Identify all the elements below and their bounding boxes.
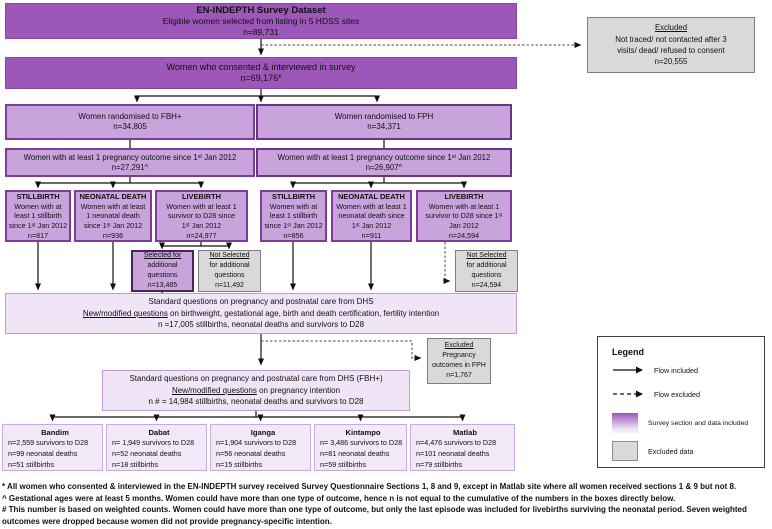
stillbirth-fbh-title: STILLBIRTH [16, 191, 60, 201]
box-not-selected-fbh [198, 250, 261, 292]
livebirth-fbh-title: LIVEBIRTH [181, 191, 221, 201]
preg-fph-line: Women with at least 1 pregnancy outcome since 1ˢᵗ Jan 2012 [277, 153, 491, 162]
livebirth-fph-n: n=24,594 [448, 230, 480, 240]
neonatal-fbh-title: NEONATAL DEATH [79, 191, 147, 201]
selected-n: n=13,485 [147, 281, 178, 289]
not-selected-fph-line: questions [471, 272, 502, 279]
site-matlab-name: Matlab [452, 428, 478, 437]
site-dabat-line: n= 1,949 survivors to D28 [112, 438, 195, 448]
site-kintampo-line: n=81 neonatal deaths [320, 449, 390, 459]
site-iganga-line: n=1,904 survivors to D28 [216, 438, 297, 448]
site-dabat-line: n=52 neonatal deaths [112, 449, 182, 459]
not-selected-fbh-title: Not Selected [209, 252, 250, 260]
stillbirth-fbh-line: since 1ˢᵗ Jan 2012 [8, 221, 68, 230]
site-bandim-line: n=51 stillbirths [8, 459, 55, 469]
stillbirth-fbh-line: least 1 stillbirth [14, 211, 62, 221]
site-kintampo-line: n=59 stillbirths [320, 459, 367, 469]
footnote-weighted-cont: outcomes were dropped because women did not provide pregnancy-specific intention. [2, 516, 332, 526]
neonatal-fph-n: n=911 [361, 230, 382, 240]
legend-survey-included-label: Survey section and data included [648, 419, 749, 427]
not-selected-fph-line: for additional [466, 262, 507, 270]
excluded-title: Excluded [654, 23, 688, 33]
excluded-line: visits/ dead/ refused to consent [617, 46, 725, 55]
site-bandim-line: n=2,559 survivors to D28 [8, 438, 89, 448]
dhs-fbh-n: n # = 14,984 stillbirths, neonatal deaths and survivors to D28 [148, 397, 364, 407]
dhs-fbh-new-modified: New/modified questions [171, 385, 257, 395]
stillbirth-fph-line: since 1ˢᵗ Jan 2012 [264, 221, 323, 230]
livebirth-fbh-line: 1ˢᵗ Jan 2012 [181, 221, 222, 230]
neonatal-fph-line: 1ˢᵗ Jan 2012 [351, 221, 392, 230]
neonatal-fbh-line: since 1ˢᵗ Jan 2012 [83, 221, 143, 230]
site-iganga-line: n=56 neonatal deaths [216, 449, 286, 459]
box-livebirth-fph [416, 190, 512, 242]
footnote-gestational: ^ Gestational ages were at least 5 months. Women could have more than one type of outcome, hence n is not equal to the cumulative of the numbers in the boxes directly below. [2, 493, 676, 503]
box-neonatal-fph [331, 190, 412, 242]
box-site-matlab [410, 424, 515, 471]
box-neonatal-fbh [74, 190, 152, 242]
box-dhs-fbh-questions [102, 370, 410, 411]
dhs-fbh-line1: Standard questions on pregnancy and postnatal care from DHS (FBH+) [129, 374, 383, 384]
box-survey-dataset [5, 3, 517, 39]
survey-dataset-title: EN-INDEPTH Survey Dataset [196, 4, 326, 16]
legend-dashed-arrow-icon [612, 389, 644, 399]
stillbirth-fbh-line: Women with at [14, 201, 62, 211]
not-selected-fbh-n: n=11,492 [215, 281, 244, 289]
site-bandim-name: Bandim [41, 428, 69, 437]
neonatal-fph-title: NEONATAL DEATH [338, 191, 405, 201]
stillbirth-fph-line: Women with at [269, 201, 318, 211]
box-livebirth-fbh [155, 190, 248, 242]
selected-title: Selected for [143, 252, 182, 260]
legend-grey-swatch [612, 441, 638, 461]
excluded-fph-title: Excluded [444, 342, 474, 350]
not-selected-fph-title: Not Selected [466, 252, 507, 260]
site-matlab-line: n=101 neonatal deaths [416, 449, 490, 459]
stillbirth-fph-n: n=856 [283, 230, 304, 240]
livebirth-fbh-line: Women with at least 1 [166, 201, 237, 211]
dhs-all-line2 [6, 308, 516, 320]
box-excluded-fph-outcomes [427, 338, 491, 384]
excluded-fph-n: n=1,767 [446, 371, 472, 379]
consented-line: Women who consented & interviewed in survey [166, 62, 356, 73]
livebirth-fph-line: Jan 2012 [449, 221, 479, 230]
selected-line: additional [147, 262, 178, 270]
survey-dataset-desc: Eligible women selected from listing in 5 HDSS sites [162, 16, 360, 27]
stillbirth-fph-line: least 1 stillbirth [269, 211, 318, 221]
survey-dataset-n: n=89,731 [243, 26, 279, 37]
box-site-kintampo [314, 424, 407, 471]
neonatal-fbh-line: Women with at least [80, 201, 146, 211]
site-dabat-line: n=18 stillbirths [112, 459, 159, 469]
not-selected-fbh-line: for additional [209, 262, 250, 270]
dhs-fbh-line2-rest: on pregnancy intention [256, 385, 341, 395]
box-site-dabat [106, 424, 207, 471]
box-pregnancy-fph [256, 148, 512, 177]
box-not-selected-fph [455, 250, 518, 292]
footnote-sections: * All women who consented & interviewed in the EN-INDEPTH survey received Survey Questionnaire Sections 1, 8 and 9, except in Matlab site where all women received sections 1 & 9 but not 8. [2, 482, 737, 491]
legend-excluded-data-label: Excluded data [648, 446, 694, 456]
preg-fbh-line: Women with at least 1 pregnancy outcome since 1ˢᵗ Jan 2012 [23, 153, 237, 162]
excluded-fph-line: outcomes in FPH [432, 362, 486, 369]
excluded-fph-line: Pregnancy [442, 352, 476, 360]
stillbirth-fbh-n: n=817 [27, 230, 49, 240]
box-dhs-standard-questions [5, 293, 517, 334]
box-consented [5, 57, 517, 89]
box-site-iganga [210, 424, 311, 471]
livebirth-fbh-line: survivor to D28 since [167, 211, 236, 221]
preg-fbh-n: n=27,291^ [111, 162, 149, 172]
footnotes [2, 481, 772, 527]
box-site-bandim [2, 424, 103, 471]
neonatal-fph-line: Women with at least 1 [336, 201, 407, 211]
dhs-all-line1: Standard questions on pregnancy and postnatal care from DHS [148, 297, 374, 307]
preg-fph-n: n=26,907^ [365, 162, 403, 172]
legend-solid-arrow-icon [612, 365, 644, 375]
box-randomised-fbh [5, 104, 255, 140]
dhs-fbh-line2 [103, 385, 409, 397]
site-matlab-line: n=79 stillbirths [416, 459, 463, 469]
livebirth-fbh-n: n=24,977 [186, 230, 217, 240]
box-stillbirth-fph [260, 190, 327, 242]
fbh-line: Women randomised to FBH+ [78, 112, 182, 122]
livebirth-fph-title: LIVEBIRTH [444, 191, 484, 201]
site-kintampo-line: n= 3,486 survivors to D28 [320, 438, 403, 448]
livebirth-fph-line: Women with at least 1 [428, 201, 500, 211]
box-excluded-not-traced [587, 17, 755, 73]
box-stillbirth-fbh [5, 190, 71, 242]
not-selected-fbh-line: questions [214, 272, 245, 279]
legend-title: Legend [612, 347, 645, 357]
box-selected-additional [131, 250, 194, 292]
stillbirth-fph-title: STILLBIRTH [271, 191, 316, 201]
dhs-all-n: n =17,005 stillbirths, neonatal deaths and survivors to D28 [157, 320, 365, 330]
site-dabat-name: Dabat [148, 428, 170, 437]
excluded-n: n=20,555 [654, 57, 688, 67]
box-randomised-fph [256, 104, 512, 140]
neonatal-fbh-line: 1 neonatal death [86, 211, 140, 221]
neonatal-fph-line: neonatal death since [338, 211, 405, 221]
fbh-n: n=34,805 [113, 122, 147, 131]
box-pregnancy-fbh [5, 148, 255, 177]
consented-n: n=69,176* [240, 73, 282, 83]
neonatal-fbh-n: n=936 [102, 230, 124, 240]
livebirth-fph-line: survivor to D28 since 1ˢᵗ [425, 211, 503, 221]
dhs-all-line2-rest: on birthweight, gestational age, birth and death certification, fertility intention [167, 308, 440, 318]
dhs-all-new-modified: New/modified questions [82, 308, 168, 318]
site-bandim-line: n=99 neonatal deaths [8, 449, 78, 459]
legend [597, 336, 765, 468]
site-iganga-line: n=15 stillbirths [216, 459, 263, 469]
not-selected-fph-n: n=24,594 [471, 281, 502, 289]
site-kintampo-name: Kintampo [345, 428, 381, 437]
site-matlab-line: n=4,476 survivors to D28 [416, 438, 497, 448]
selected-line: questions [147, 272, 178, 279]
fph-n: n=34,371 [367, 122, 401, 131]
legend-purple-swatch [612, 413, 638, 433]
excluded-line: Not traced/ not contacted after 3 [615, 34, 727, 44]
legend-flow-excluded-label: Flow excluded [654, 389, 700, 399]
footnote-weighted: # This number is based on weighted counts. Women could have more than one type of outcome, but only the last episode was included for livebirths surviving the neonatal period. Seven weighted [2, 505, 747, 514]
site-iganga-name: Iganga [250, 428, 276, 437]
fph-line: Women randomised to FPH [334, 112, 434, 122]
legend-flow-included-label: Flow included [654, 365, 698, 375]
